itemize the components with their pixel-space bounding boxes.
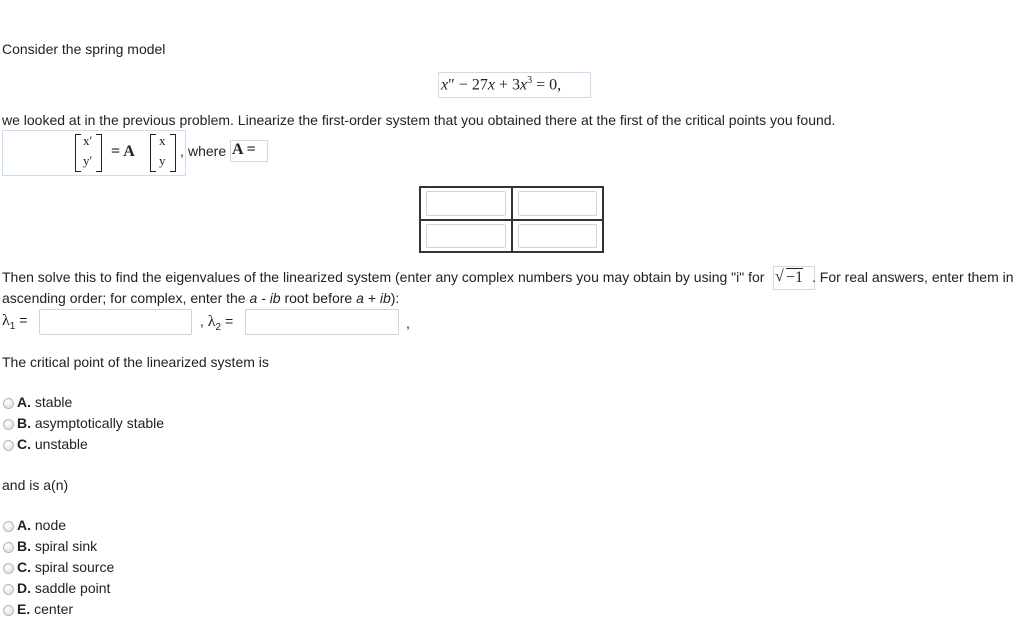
matrix-cell: [420, 220, 512, 253]
vector-xprime: x′: [83, 133, 93, 148]
right-bracket: [170, 134, 176, 172]
matrix-entry-21[interactable]: [426, 224, 506, 249]
eigen-text-italic: a + ib: [356, 290, 391, 306]
option-text: asymptotically stable: [34, 415, 165, 431]
stability-radio-a[interactable]: [3, 398, 14, 409]
lambda2-input[interactable]: [245, 309, 399, 335]
lambda-equals: =: [225, 313, 234, 329]
equation-box: [438, 72, 591, 98]
system-equation-box: [2, 130, 186, 176]
A-equals-box: [230, 140, 268, 162]
lambda-symbol: λ: [2, 312, 10, 329]
lambda1-label: [2, 312, 27, 332]
matrix-A-grid: [419, 186, 604, 253]
vector-x: x: [159, 133, 166, 148]
type-radio-b[interactable]: [3, 542, 14, 553]
option-text: unstable: [34, 436, 88, 452]
type-radio-e[interactable]: [3, 605, 14, 616]
stability-radio-b[interactable]: [3, 419, 14, 430]
stability-question: The critical point of the linearized system is: [2, 354, 269, 370]
lambda-sub: 2: [215, 321, 222, 333]
linearize-text: we looked at in the previous problem. Linearize the first-order system that you obtained there at the first of the critical points you found.: [2, 112, 836, 128]
stability-option-b[interactable]: [17, 414, 164, 432]
lambda1-input[interactable]: [39, 309, 192, 335]
lambda-equals: =: [19, 312, 28, 328]
matrix-cell: [512, 187, 604, 220]
option-letter: B.: [17, 538, 31, 554]
equation-power: 3: [527, 75, 533, 86]
type-option-b[interactable]: [17, 537, 97, 555]
type-radio-c[interactable]: [3, 563, 14, 574]
option-letter: B.: [17, 415, 31, 431]
system-comma: ,: [180, 143, 184, 159]
option-text: spiral source: [34, 559, 115, 575]
option-letter: C.: [17, 436, 31, 452]
option-letter: C.: [17, 559, 31, 575]
spring-equation: [441, 75, 561, 94]
option-letter: A.: [17, 394, 31, 410]
vector-yprime: y′: [83, 153, 93, 168]
sqrt-box: [773, 266, 815, 290]
sqrt-arg: −1: [786, 269, 804, 286]
type-question: and is a(n): [2, 477, 69, 493]
intro-text: Consider the spring model: [2, 41, 166, 57]
option-text: center: [34, 601, 74, 617]
equation-prime: ″: [448, 76, 455, 94]
type-option-d[interactable]: [17, 579, 110, 597]
A-equals: A =: [232, 141, 256, 158]
sqrt-symbol: √: [775, 268, 784, 285]
equation-var: x: [441, 76, 449, 94]
lambda-comma: ,: [200, 313, 204, 329]
equation-coef1: 27: [471, 76, 488, 94]
option-text: node: [34, 517, 67, 533]
type-radio-a[interactable]: [3, 521, 14, 532]
left-bracket: [75, 134, 81, 172]
matrix-entry-11[interactable]: [426, 191, 506, 216]
eigen-instructions-3: [2, 289, 399, 307]
lambda-sub: 1: [9, 320, 16, 332]
equation-minus: −: [458, 76, 468, 94]
equation-coef2: 3: [511, 76, 520, 94]
eigen-text-part: ):: [390, 290, 400, 306]
stability-option-a[interactable]: [17, 393, 72, 411]
left-bracket: [150, 134, 156, 172]
stability-radio-c[interactable]: [3, 440, 14, 451]
right-bracket: [96, 134, 102, 172]
option-letter: D.: [17, 580, 31, 596]
option-letter: A.: [17, 517, 31, 533]
where-text: where: [188, 143, 227, 159]
matrix-entry-22[interactable]: [518, 224, 598, 249]
eigen-text-part: ascending order; for complex, enter the: [2, 290, 250, 306]
equation-plus: +: [498, 76, 508, 94]
stability-option-c[interactable]: [17, 435, 88, 453]
eigen-instructions-1: Then solve this to find the eigenvalues of the linearized system (enter any complex numbers you may obtain by using "i" for: [2, 269, 765, 285]
matrix-cell: [512, 220, 604, 253]
option-text: saddle point: [34, 580, 111, 596]
matrix-cell: [420, 187, 512, 220]
lambda2-label: [200, 313, 233, 333]
option-text: spiral sink: [34, 538, 98, 554]
vector-y: y: [159, 153, 166, 168]
type-option-c[interactable]: [17, 558, 114, 576]
eigen-text-italic: a - ib: [249, 290, 281, 306]
eigen-instructions-2: . For real answers, enter them in: [812, 269, 1014, 285]
option-letter: E.: [17, 601, 31, 617]
matrix-entry-12[interactable]: [518, 191, 598, 216]
trailing-comma: ,: [406, 315, 410, 331]
type-radio-d[interactable]: [3, 584, 14, 595]
eigen-text-part: root before: [280, 290, 357, 306]
equation-var: x: [519, 76, 528, 94]
equals-A: = A: [111, 143, 135, 160]
equation-var: x: [487, 76, 495, 94]
type-option-a[interactable]: [17, 516, 66, 534]
option-text: stable: [34, 394, 73, 410]
lambda-symbol: λ: [207, 313, 216, 330]
type-option-e[interactable]: [17, 600, 73, 618]
equation-rhs: = 0,: [536, 76, 562, 94]
